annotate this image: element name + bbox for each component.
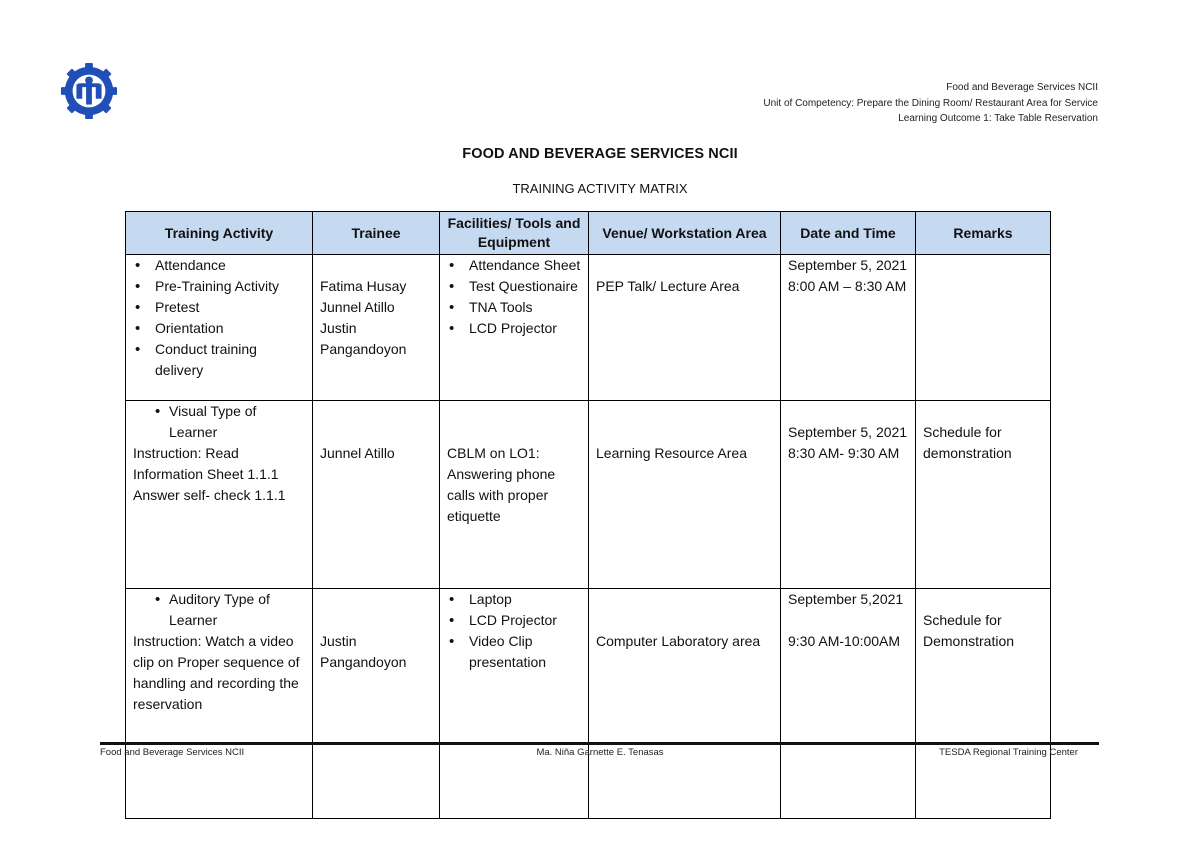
trainee-name: Junnel Atillo xyxy=(320,445,395,461)
time-text: 8:00 AM – 8:30 AM xyxy=(788,278,907,294)
column-header: Venue/ Workstation Area xyxy=(589,212,781,255)
footer-divider xyxy=(100,742,1099,745)
trainee-cell xyxy=(313,589,440,819)
column-header: Training Activity xyxy=(126,212,313,255)
column-header: Facilities/ Tools and Equipment xyxy=(440,212,589,255)
activity-cell xyxy=(126,589,313,819)
table-row xyxy=(126,589,1051,819)
remarks-text: Schedule for Demonstration xyxy=(923,612,1015,649)
trainee-name: Justin Pangandoyon xyxy=(320,633,407,670)
date-cell xyxy=(781,589,916,819)
list-item: • Test Questionaire xyxy=(447,276,581,297)
list-item: • LCD Projector xyxy=(447,610,581,631)
date-text: September 5, 2021 xyxy=(788,424,908,440)
facilities-cell xyxy=(440,589,589,819)
venue-text: Learning Resource Area xyxy=(596,445,747,461)
tesda-logo xyxy=(60,62,118,120)
footer-right: TESDA Regional Training Center xyxy=(939,747,1078,758)
remarks-text: Schedule for demonstration xyxy=(923,424,1012,461)
time-text: 9:30 AM-10:00AM xyxy=(788,633,901,649)
activity-cell xyxy=(126,401,313,589)
venue-cell xyxy=(589,255,781,401)
venue-text: PEP Talk/ Lecture Area xyxy=(596,278,740,294)
list-item: • Attendance Sheet xyxy=(447,255,581,276)
trainee-cell xyxy=(313,255,440,401)
remarks-cell xyxy=(916,589,1051,819)
remarks-cell xyxy=(916,255,1051,401)
date-text: September 5,2021 xyxy=(788,591,904,607)
list-item: • TNA Tools xyxy=(447,297,581,318)
footer-center: Ma. Niña Garnette E. Tenasas xyxy=(536,747,664,758)
trainee-name: Justin Pangandoyon xyxy=(320,320,407,357)
instruction-text: Instruction: Watch a video clip on Proper sequence of handling and recording the reservation xyxy=(133,633,300,712)
venue-text: Computer Laboratory area xyxy=(596,633,761,649)
trainee-cell xyxy=(313,401,440,589)
instruction-text: Answer self- check 1.1.1 xyxy=(133,487,286,503)
document-subtitle: TRAINING ACTIVITY MATRIX xyxy=(512,181,688,196)
list-item: • Video Clip presentation xyxy=(447,631,581,673)
venue-cell xyxy=(589,401,781,589)
facilities-cell xyxy=(440,401,589,589)
list-item: • Attendance xyxy=(133,255,305,276)
list-item: • Pretest xyxy=(133,297,305,318)
date-cell xyxy=(781,401,916,589)
activity-cell xyxy=(126,255,313,401)
venue-cell xyxy=(589,589,781,819)
list-item: • Conduct training delivery xyxy=(133,339,305,381)
instruction-text: Instruction: Read Information Sheet 1.1.1 xyxy=(133,445,279,482)
remarks-cell xyxy=(916,401,1051,589)
list-item: • LCD Projector xyxy=(447,318,581,339)
spacer xyxy=(788,610,908,631)
list-item: • Visual Type of Learner xyxy=(133,401,305,443)
header-course: Food and Beverage Services NCII xyxy=(946,82,1098,93)
date-text: September 5, 2021 xyxy=(788,257,908,273)
footer-left: Food and Beverage Services NCII xyxy=(100,747,245,758)
time-text: 8:30 AM- 9:30 AM xyxy=(788,445,900,461)
list-item: • Laptop xyxy=(447,589,581,610)
document-header xyxy=(763,80,1098,127)
column-header: Remarks xyxy=(916,212,1051,255)
table-row xyxy=(126,255,1051,401)
column-header: Date and Time xyxy=(781,212,916,255)
table-header-row xyxy=(126,212,1051,255)
header-outcome: Learning Outcome 1: Take Table Reservation xyxy=(898,113,1098,124)
training-activity-table xyxy=(125,211,1051,819)
column-header: Trainee xyxy=(313,212,440,255)
list-item: • Pre-Training Activity xyxy=(133,276,305,297)
list-item: • Orientation xyxy=(133,318,305,339)
trainee-name: Fatima Husay xyxy=(320,278,407,294)
date-cell xyxy=(781,255,916,401)
table-row xyxy=(126,401,1051,589)
header-unit: Unit of Competency: Prepare the Dining Room/ Restaurant Area for Service xyxy=(763,97,1098,109)
document-title: FOOD AND BEVERAGE SERVICES NCII xyxy=(462,146,738,162)
facilities-cell xyxy=(440,255,589,401)
trainee-name: Junnel Atillo xyxy=(320,299,395,315)
list-item: • Auditory Type of Learner xyxy=(133,589,305,631)
facility-text: CBLM on LO1: Answering phone calls with proper etiquette xyxy=(447,445,556,524)
